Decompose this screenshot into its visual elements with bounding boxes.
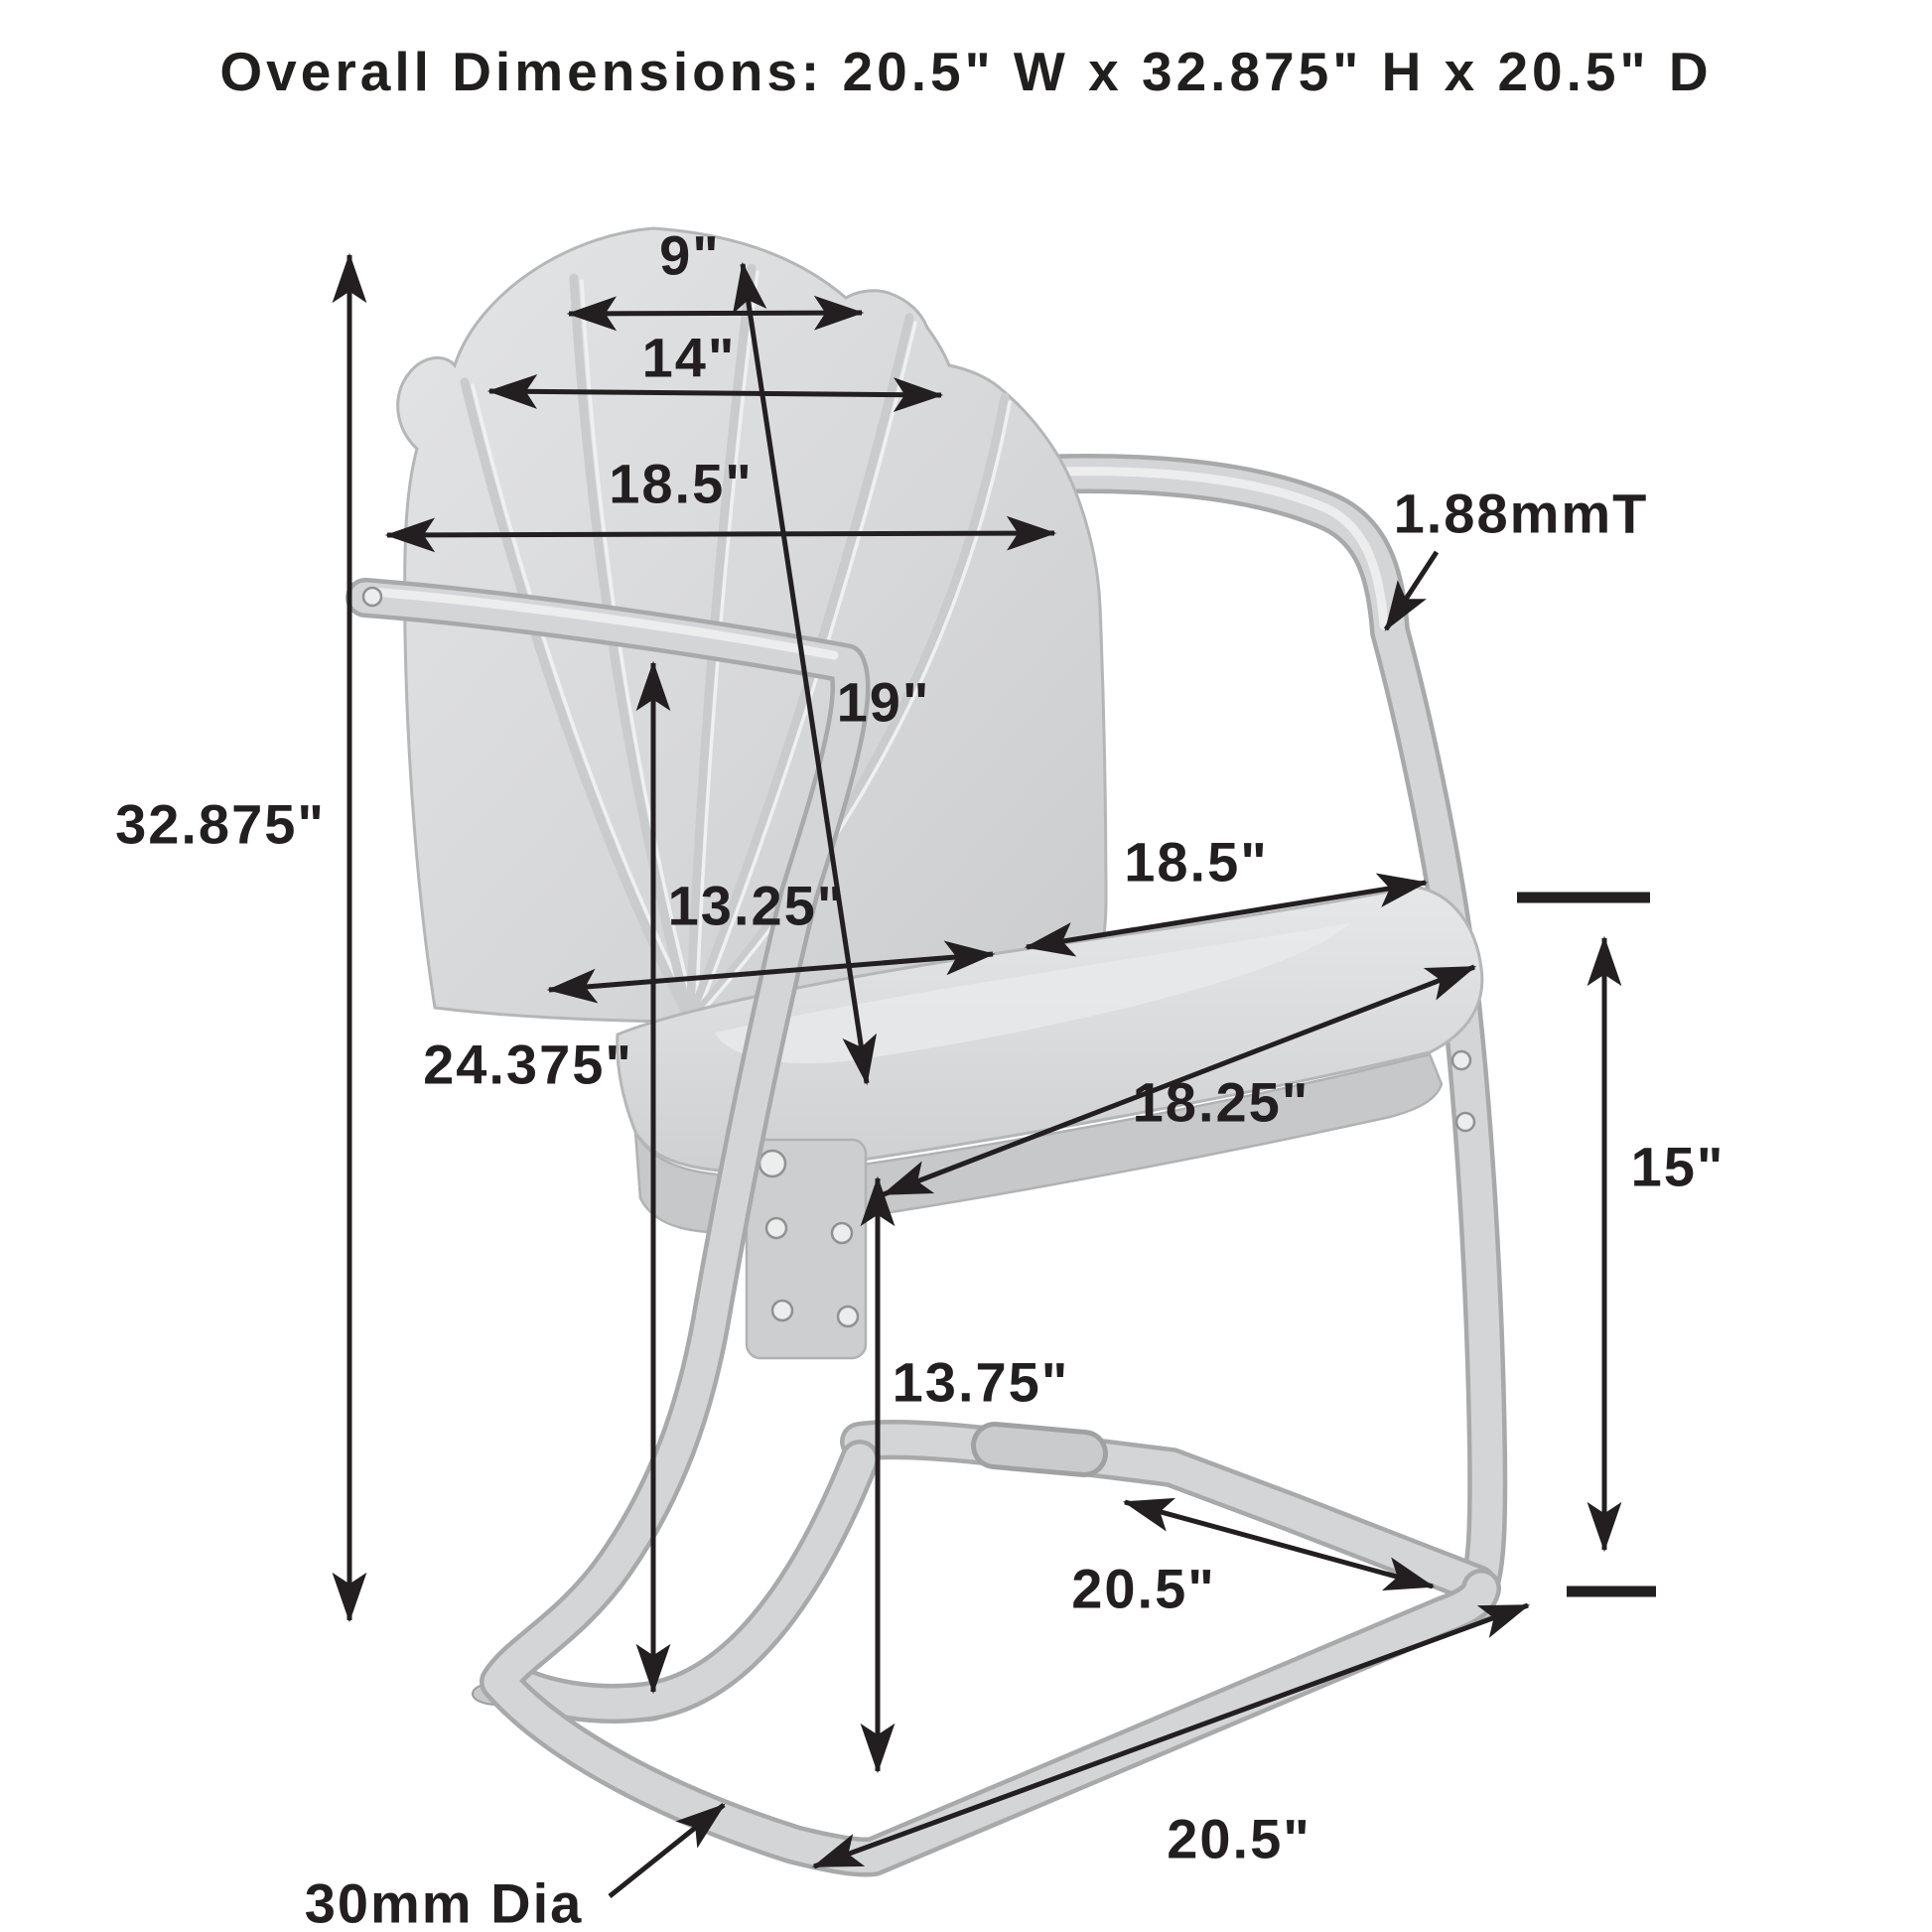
tube-diameter-label: 30mm Dia bbox=[304, 1871, 584, 1932]
dimension-overall-height bbox=[115, 255, 349, 1620]
back-diagonal-label: 19" bbox=[836, 670, 931, 734]
back-to-floor-label: 24.375" bbox=[423, 1033, 633, 1096]
tube-thickness-label: 1.88mmT bbox=[1393, 482, 1649, 545]
base-width-label: 20.5" bbox=[1167, 1807, 1311, 1870]
left-base-riser-tube bbox=[504, 1459, 860, 1704]
back-width-label: 18.5" bbox=[609, 452, 754, 515]
dimension-tube-thickness bbox=[1386, 483, 1648, 629]
overall-height-label: 32.875" bbox=[115, 792, 326, 856]
dimension-base-clearance-height bbox=[878, 1178, 1069, 1771]
seat-width-label: 18.5" bbox=[1124, 830, 1269, 894]
base-clearance-label: 13.75" bbox=[892, 1350, 1070, 1414]
seat-depth-label: 18.25" bbox=[1132, 1070, 1311, 1134]
seat-bracket bbox=[747, 1140, 866, 1358]
dimension-rear-base-height bbox=[1517, 897, 1725, 1591]
base-depth-label: 20.5" bbox=[1071, 1557, 1216, 1620]
dimension-tube-diameter bbox=[305, 1805, 724, 1932]
rear-base-height-label: 15" bbox=[1630, 1135, 1725, 1198]
page-title: Overall Dimensions: 20.5" W x 32.875" H x 20.5" D bbox=[219, 41, 1713, 102]
back-top-width-label: 9" bbox=[659, 223, 721, 287]
back-mid-width-label: 14" bbox=[641, 326, 737, 389]
seat-front-width-label: 13.25" bbox=[667, 874, 846, 937]
